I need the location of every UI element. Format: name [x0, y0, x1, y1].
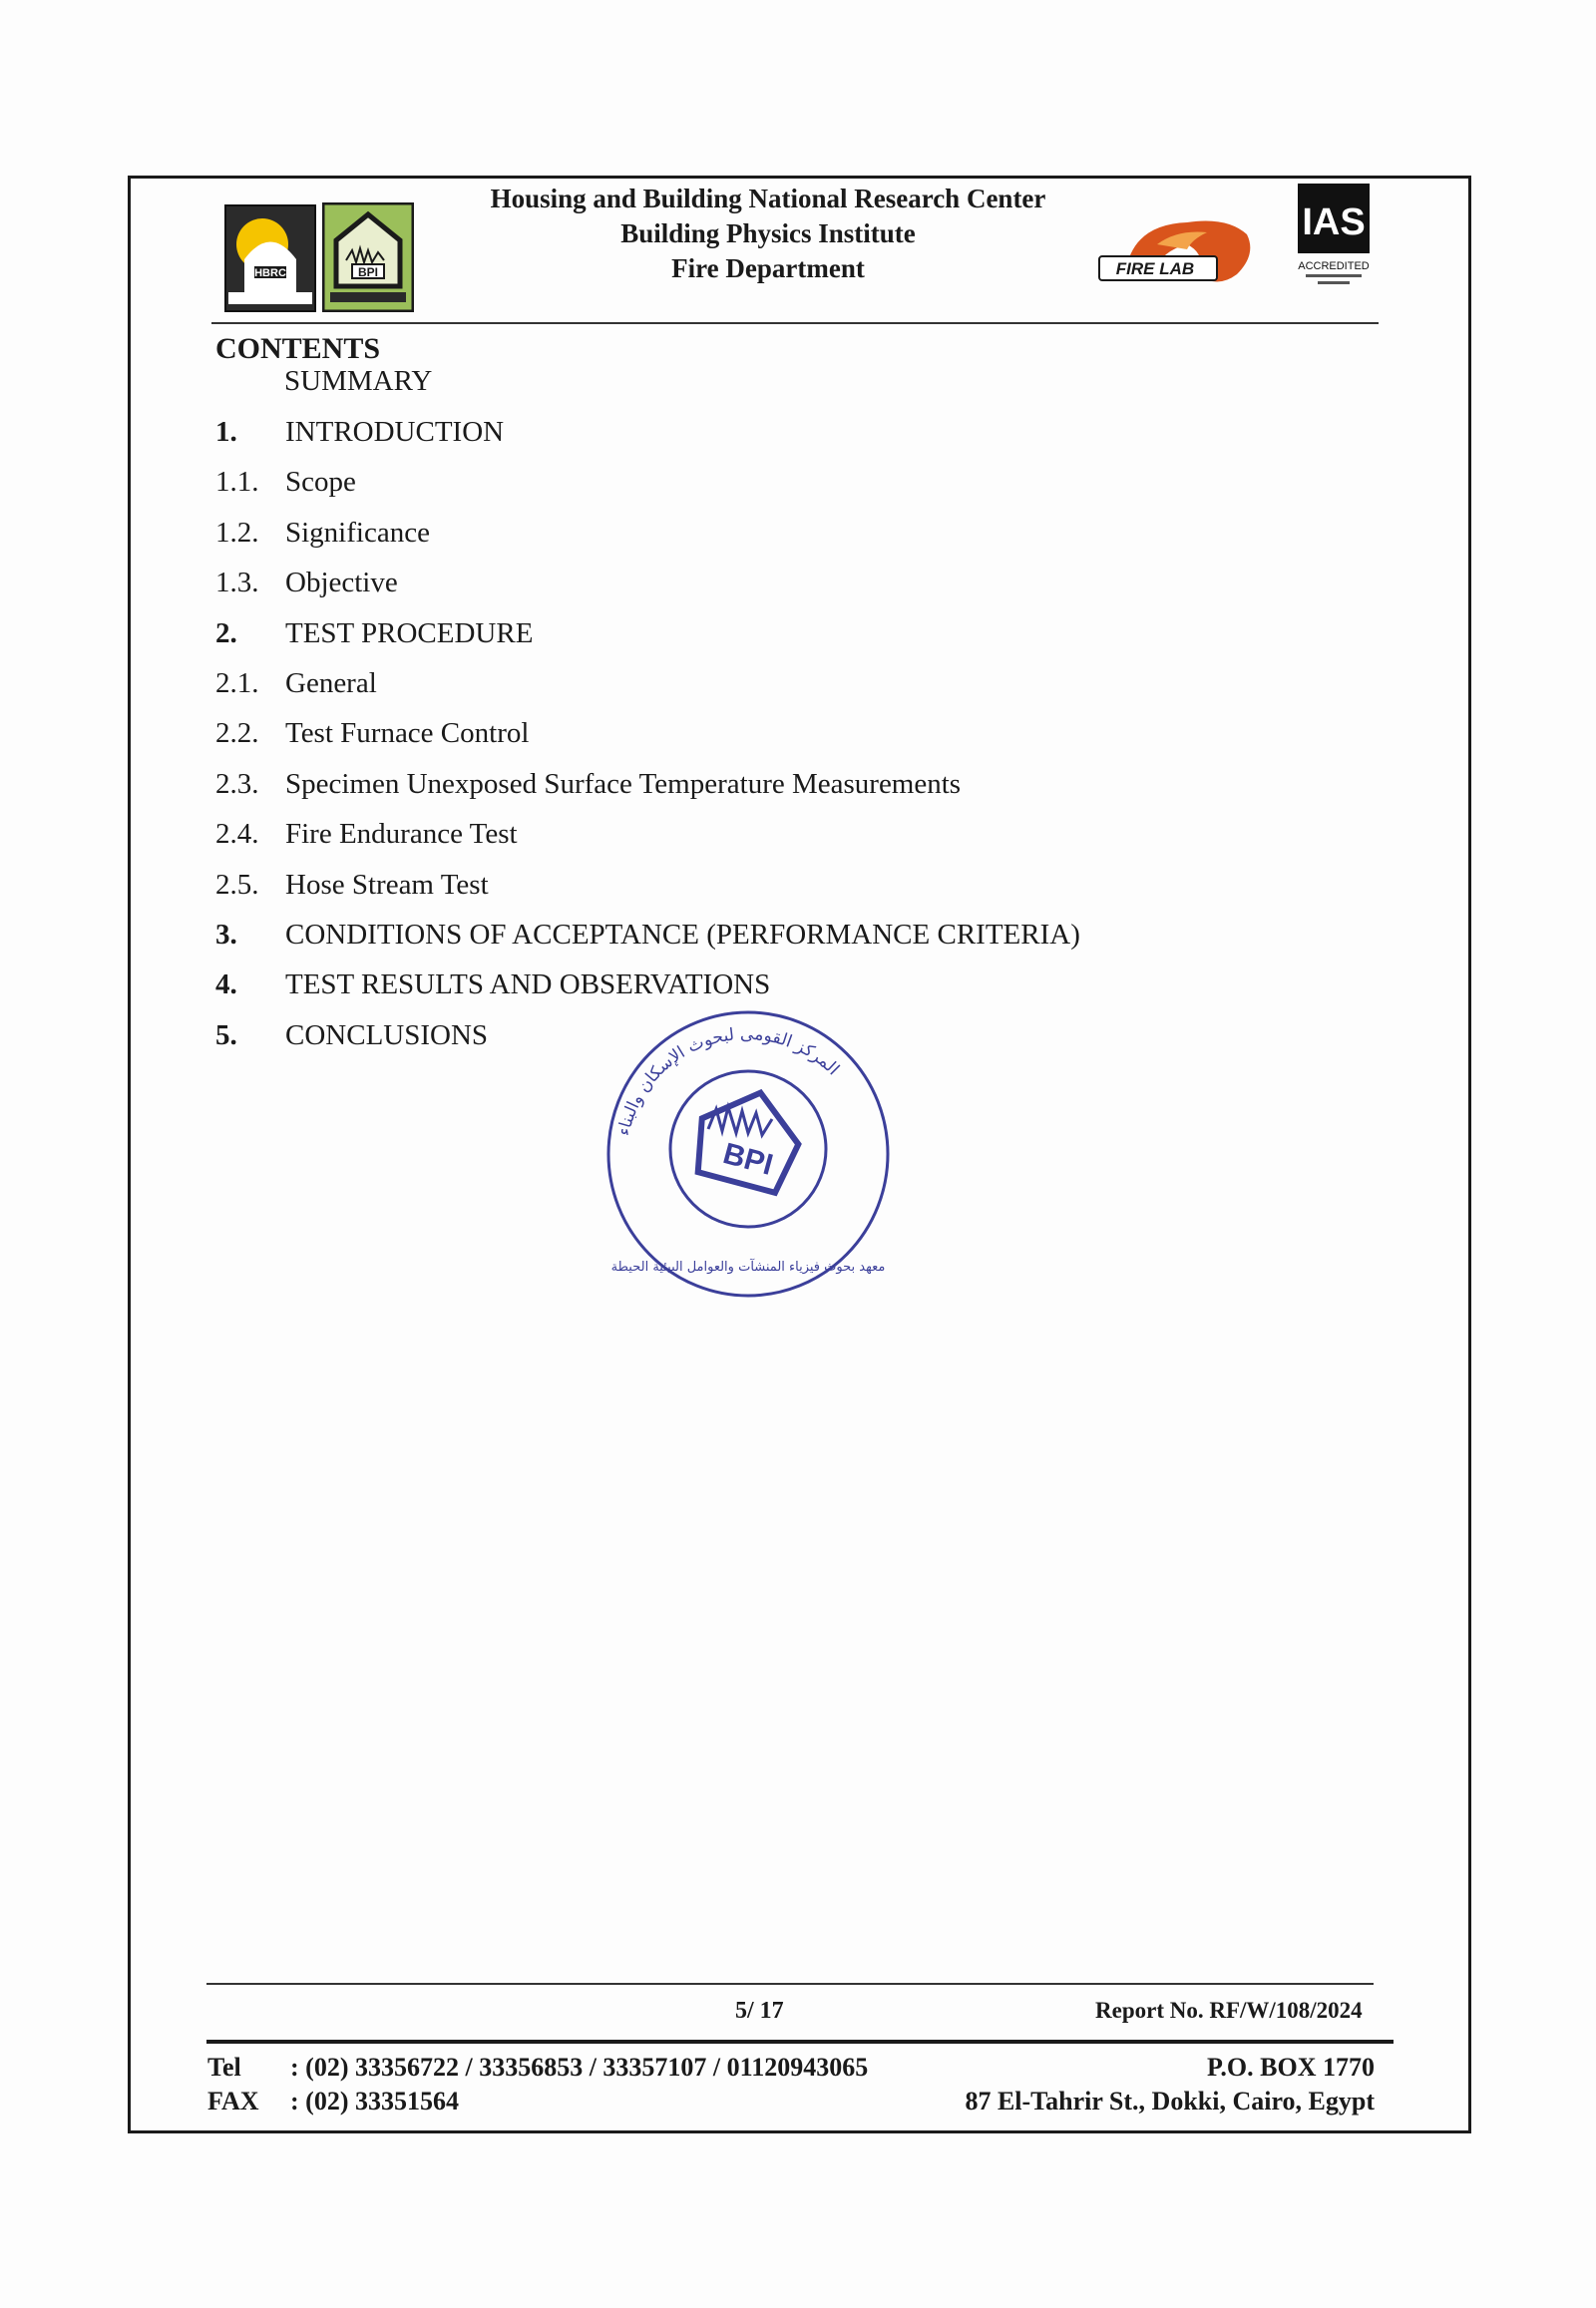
report-number: Report No. RF/W/108/2024: [1095, 1998, 1363, 2023]
toc-item-title: INTRODUCTION: [285, 416, 505, 448]
toc-item-number: 2.: [215, 616, 237, 649]
toc-item-title: TEST RESULTS AND OBSERVATIONS: [285, 968, 771, 1001]
tel-line: [207, 2051, 868, 2085]
contents-heading: CONTENTS: [215, 332, 381, 365]
toc-item-title: Specimen Unexposed Surface Temperature Measurements: [285, 767, 962, 800]
page-number: 5/ 17: [735, 1998, 784, 2024]
svg-text:FIRE LAB: FIRE LAB: [1115, 259, 1195, 278]
toc-summary: SUMMARY: [284, 365, 433, 397]
toc-item-title: Significance: [285, 516, 430, 549]
fax-label: FAX: [207, 2087, 259, 2116]
toc-item-title: General: [285, 667, 377, 699]
fax-line: [207, 2085, 868, 2118]
fax-value: : (02) 33351564: [290, 2087, 459, 2116]
svg-text:معهد بحوث فيزياء المنشآت والعو: معهد بحوث فيزياء المنشآت والعوامل البيئية الحيطة: [610, 1260, 886, 1275]
footer-divider-top: [206, 1983, 1374, 1985]
fire-lab-logo: [1097, 204, 1262, 299]
toc-item-number: 2.1.: [215, 667, 259, 699]
svg-text:HBRC: HBRC: [254, 267, 286, 279]
toc-item-number: 1.2.: [215, 516, 259, 549]
bpi-seal-stamp: [597, 1009, 896, 1314]
header-line-2: Building Physics Institute: [620, 218, 916, 248]
toc-item-number: 2.5.: [215, 868, 259, 901]
svg-text:BPI: BPI: [357, 265, 379, 279]
toc-item-title: CONCLUSIONS: [285, 1018, 489, 1051]
svg-text:ACCREDITED: ACCREDITED: [1298, 260, 1370, 272]
toc-item-title: Test Furnace Control: [285, 717, 530, 750]
toc-item-title: Scope: [285, 466, 356, 499]
toc-item-number: 1.3.: [215, 567, 259, 599]
header-divider: [211, 322, 1379, 324]
toc-item-number: 1.1.: [215, 466, 259, 499]
toc-item-title: Hose Stream Test: [285, 868, 489, 901]
street-address: 87 El-Tahrir St., Dokki, Cairo, Egypt: [965, 2087, 1375, 2116]
footer-divider-bottom: [206, 2040, 1394, 2044]
ias-accredited-logo: [1294, 180, 1374, 299]
svg-text:BPI: BPI: [719, 1137, 777, 1182]
toc-item-number: 1.: [215, 416, 237, 448]
toc-item-number: 2.2.: [215, 717, 259, 750]
bpi-logo: [322, 202, 414, 317]
toc-item-number: 2.3.: [215, 767, 259, 800]
tel-value: : (02) 33356722 / 33356853 / 33357107 / 01120943065: [290, 2053, 869, 2082]
header-line-3: Fire Department: [671, 253, 865, 283]
toc-item-number: 4.: [215, 968, 237, 1001]
toc-item-number: 2.4.: [215, 818, 259, 851]
toc-item-number: 5.: [215, 1018, 237, 1051]
tel-label: Tel: [207, 2053, 241, 2082]
po-box: P.O. BOX 1770: [1206, 2053, 1375, 2082]
toc-item-title: Objective: [285, 567, 398, 599]
toc-item-title: CONDITIONS OF ACCEPTANCE (PERFORMANCE CRITERIA): [285, 919, 1080, 951]
svg-text:IAS: IAS: [1302, 201, 1366, 243]
contact-phone-fax: [207, 2051, 868, 2118]
contact-address: [898, 2051, 1375, 2118]
svg-text:المركز القومى لبحوث الإسكان وا: المركز القومى لبحوث الإسكان والبناء: [613, 1023, 844, 1138]
toc-item-title: Fire Endurance Test: [285, 818, 518, 851]
toc-item-number: 3.: [215, 919, 237, 951]
hbrc-logo: [224, 204, 316, 317]
toc-item-title: TEST PROCEDURE: [285, 616, 534, 649]
institution-header: [419, 182, 1117, 286]
header-line-1: Housing and Building National Research Center: [490, 184, 1046, 213]
